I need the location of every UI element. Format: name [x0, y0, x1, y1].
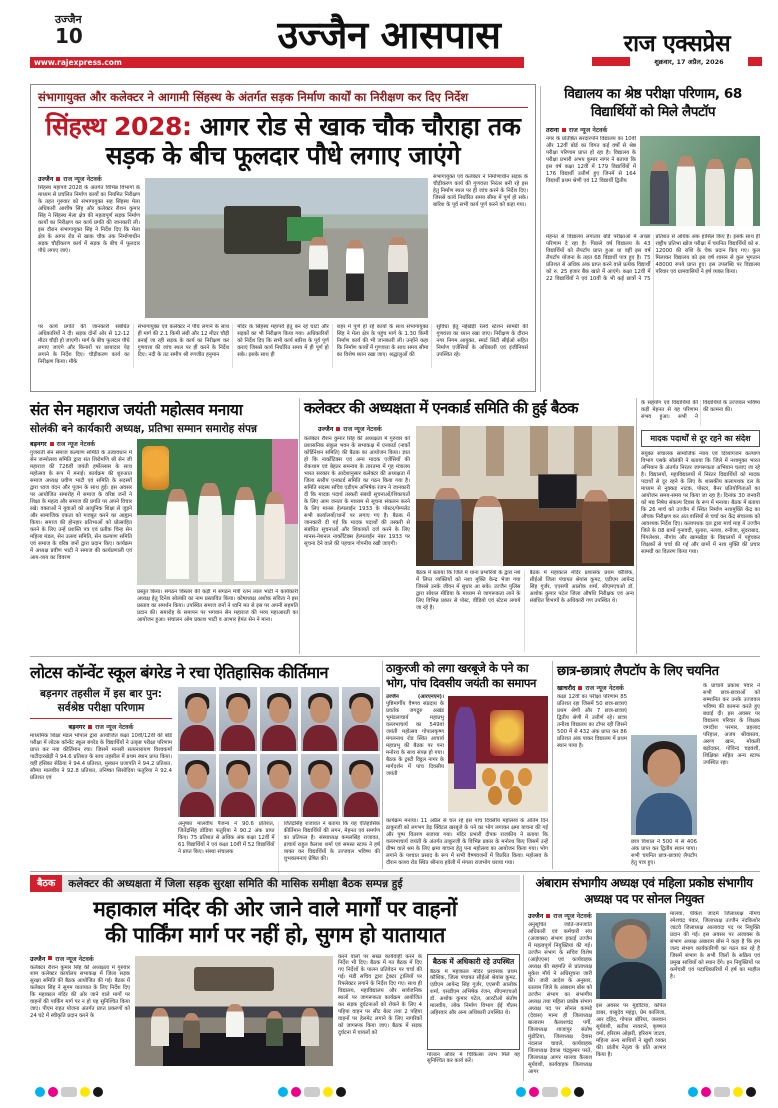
laptop-row [546, 136, 760, 230]
magenta-dot-icon [48, 1087, 58, 1097]
photo-shape [488, 786, 502, 805]
ambaram-col2-text: मालवा, पीकेश जादमे जिलाध्यक्ष नीमच रमेशचंद्र पंवार, जिलाध्यक्ष उज्जैन नंदकिशोर जाटवे जिलाध्यक्ष आलावदा पद पर नियुक्ति प्रदान की गई। इस अवसर पर अजाक्स के संभाग अध्यक्ष अंबाराम बोस ने कहा है कि हम जल्द संभाग कार्यकारिणी का गठन कर रहे है जिसमें संभाग के सभी जिलों के सक्रिय एवं प्रमुख साथियों को स्थान देंगे। इन नियुक्तियों पर कर्मचारी एवं पदाधिकारियों में हर्ष का माहौल है। [670, 911, 760, 981]
photo-shape [600, 962, 662, 1000]
madak-box-body: संयुक्त संचालक सामाजिक न्याय एवं दिव्यांगजन कल्याण विभाग एसके सोलंकी ने बताया कि जिले में नशामुक्त भारत अभियान के अंतर्गत निरंतर जागरूकता अभियान चलाए जा रहे है। विद्यालयों, महाविद्यालयों में निरंतर विद्यार्थियों को मादक पदार्थों से दूर रहने के लिए के शासकीय कलापथक दल के माध्यम से नुक्कड़ नाटक, पोस्टर, बैनर प्रतियोगिताओं का आयोजन समय-समय पर किया जा रहा है। दिनांक 30 जनवरी को मद्य निषेध संकल्प दिवस के रूप में मनाया। बैठक में बताया कि 26 मार्च को उज्जैन में स्थित निर्माण नशामुक्ति केंद्र का औचक निरीक्षण कर अंत:वासियों से चर्चा कर केंद्र संचालक को आवश्यक निर्देश दिए। कलापथक दल द्वारा मार्च माह में उज्जैन जिले के 08 ग्रामों गुनावदी, सुतारा, नलवा, रुनीजा, सुंदराबाद, पिंगलेश्वर, नौगांव और खामखेड़ा के विद्यालयों में पहुंचकर शिक्षकों से चर्चा की गई और ग्रामों में नशा मुक्ति की प्रचार सामग्री का वितरण किया गया। [641, 451, 760, 555]
photo-shape [538, 474, 577, 510]
lead-col1-text: सिंहस्थ महापर्व 2028 के अंतर्गत विभिन्न विभागों के माध्यम से प्रचलित निर्माण कार्यों का नियमित निरीक्षण के तहत गुरुवार को संभागायुक्त सह सिंहस्थ मेला अधिकारी आशीष सिंह और कलेक्टर रौशन कुमार सिंह ने सिंहस्थ मेला क्षेत्र की महत्वपूर्ण सड़क निर्माण कार्यों का निरीक्षण कर कार्य प्रगति की जानकारी ली। इस दौरान संभागायुक्त सिंह ने निर्देश दिए कि मेला क्षेत्र के आगर रोड से खाक चौक तक निर्माणाधीन सड़क चौड़ीकरण कार्य में सड़क के बीच में फूलदार पौधे लगाए जाएं। [38, 185, 140, 254]
website-url[interactable]: www.rajexpress.com [34, 58, 122, 67]
registration-marks [688, 1087, 756, 1097]
santsen-subhead: सोलंकी बने कार्यकारी अध्यक्ष, प्रतिभा सम्मान समारोह संपन्न [30, 423, 257, 435]
encord-col1-text: कलेक्टर रौशन कुमार सिंह की अध्यक्षता में गुरुवार को प्रशासनिक संकुल भवन के सभाकक्ष में एनकार्ड (नार्को कोर्डिनेशन समिति) की बैठक का आयोजन किया। ज्ञात हो कि नार्कोटिक्स एवं अन्य मादक एजेंसियों की रोकथाम एवं बेहतर समन्वय के तारतम्य में गृह मंत्रालय भारत सरकार के आदेशानुसार कलेक्टर की अध्यक्षता में जिला स्तरीय एनकार्ड समिति का गठन किया गया है। समिति सदस्य सचिव एडीएम अभिषेक रंजन ने जानकारी दी कि मादक पदार्थ तस्करी संबंधी सूचनाओं/शिकायतों के लिए आम जनता के माध्यम से सूचना संकलन करने के लिए मानस हेल्पलाईन 1933 के पोस्टर/पेम्पलेट सभी कार्यालयों/थानों पर लगाए गए है। बैठक में जानकारी दी गई कि मादक पदार्थों की तस्करी से संबंधित सूचनाओं और शिकायतें दर्ज करने के लिए मानस-नेशनल नार्कोटिक्स हेल्पलाईन नंबर 1933 पर सूचना देने वाले की पहचान गोपनीय रखी जाएगी। [304, 436, 410, 547]
photo-shape [508, 786, 522, 805]
ambaram-col1-text: अनुसूचित जाति-जनजाति अधिकारी एवं कर्मचारी संघ (अजाक्स) संभाग इकाई उज्जैन में महत्वपूर्ण नियुक्तियां की गई। उज्जैन संभाग के सचिव विशेष (आईएएस) एवं कार्यवाहक अध्यक्ष की सहमति से प्रांताध्यक्ष मुकेश मौर्य ने अधिसूचना जारी की। जारी आदेश के अनुसार, रतलाम जिले के अंबाराम बोस को उज्जैन संभाग का संभागीय अध्यक्ष तथा महिला प्रकोष्ठ संभाग अध्यक्ष पद पर सोनल कामडे (देवास) मान्य ही जिलाध्यक्ष बालाराम कैलाशचंद्र पर्गी, जिलाध्यक्ष शाजापुर संतोष मुंडोटिया, जिलाध्यक्ष देवास नंदलाल चावले, कार्यवाहक जिलाध्यक्ष देवास चंद्रकुमार परते, जिलाध्यक्ष आगर मालवा कैलाश सूर्यवंशी, कार्यवाहक जिलाध्यक्ष आगर [528, 922, 592, 1076]
byline-agency: राज न्यूज नेटवर्क [343, 426, 382, 433]
chhatra-col3-text: छात्र विशाल ने 500 में से 406 अंक प्राप्त कर द्वितीय स्थान पाया। सभी चयनित छात्र-छात्राएं लैपटॉप हेतु पात्र हुए। [631, 839, 697, 866]
chhatra-col1-text: कक्षा 12वीं का परीक्षा परिणाम 85 प्रतिशत रहा जिसमें 50 छात्र-छात्राएं प्रथम श्रेणी और 7 छात्र-छात्राएं द्वितीय श्रेणी में उत्तीर्ण रहे। छात्रा तनीशा विद्यालय का टॉपर रही जिसने 500 में से 432 अंक प्राप्त कर 86 प्रतिशत अंक पाकर विद्यालय में प्रथम स्थान पाया है। [557, 694, 627, 749]
lotus-photo-grid [178, 687, 380, 817]
madak-box-title: मादक पदार्थों से दूर रहने का संदेश [641, 430, 760, 447]
photo-shape [351, 697, 371, 722]
encord-col2-text: बैठक में बताया कि जिले में थाना प्रभारियों के द्वारा नशे में लिप्त व्यक्तियों को नशा मुक्ति केन्द्र भेजा गया जिससे उनके जीवन में सुधार आ सके। उज्जैन पुलिस द्वारा सोशल मीडिया के माध्यम से जागरूकता लाने के लिए विभिन्न प्रकार से पोस्ट, वीडियो एवं स्टेटस लगाये जा रहे है। [416, 570, 525, 652]
registration-marks [516, 1087, 584, 1097]
mahakal-content [30, 954, 520, 1082]
photo-shape [615, 925, 647, 959]
laptop-tail-text: के सहयोग एवं विद्यार्थियों की कड़ी मेहनत से यह परिणाम संभव हुआ। सभी ने विद्यार्थियों के उज्जवल भविष्य की कामना की। [641, 400, 760, 420]
gray-dot-icon [714, 1087, 730, 1097]
road-safety-meeting-photo [135, 956, 333, 1066]
mahakal-badge: बैठक [30, 875, 62, 892]
santsen-article [30, 398, 298, 645]
photo-shape [228, 764, 248, 789]
photo-shape [454, 707, 476, 788]
photo-shape [269, 764, 289, 789]
photo-shape [309, 237, 327, 296]
photo-shape [676, 156, 696, 226]
photo-shape [346, 240, 364, 302]
ambaram-content [528, 911, 760, 1079]
encord-col3-text: बैठक में महाकाल मंदिर प्रशासक प्रथम कौशिक, सीईओ जिला पंचायत श्रेयांस कूमट, एडीएम आयेन्द्र सिंह गुर्जर, एएसपी आलोक शर्मा, सीएमएचओ डॉ. अशोक कुमार पटेल जिला औषधि निरीक्षक एवं अन्य संबंधित विभागों के अधिकारी गण उपस्थित थे। [529, 570, 634, 604]
lotus-left-col [30, 687, 172, 871]
photo-shape [433, 488, 461, 561]
mahakal-byline [30, 954, 130, 963]
byline-place: बड़नगर [30, 441, 47, 448]
photo-shape [303, 792, 336, 817]
divider [523, 875, 524, 1081]
thakurji-article [386, 661, 548, 868]
yellow-dot-icon [80, 1087, 90, 1097]
byline-agency: राज न्यूज नेटवर्क [568, 127, 608, 135]
encord-article [304, 398, 634, 654]
photo-shape [310, 764, 330, 789]
student-portrait [178, 687, 216, 751]
lead-bottom-col: संभागायुक्त एवं कलेक्टर ने पौधे लगाने के साथ ही मार्ग की 2.1 किमी लंबी और 12 मीटर चौड़ी बनाई जा रही सड़क के कार्य का निरीक्षण कर गुणवत्ता की जांच स्थल पर ही करने के निर्देश दिए। नदी के तट समीप श्री रणजीत हनुमान [138, 324, 234, 368]
mahakal-box-body: बैठक में महाकाल मंदिर प्रशासक प्रथम कौशिक, जिला पंचायत सीईओ श्रेयांस कूमट, एडीएम आयेन्द्र सिंह गुर्जर, एएसपी आलोक शर्मा, एसडीएम अभिषेक रंजन, सीएमएचओ डॉ. अशोक कुमार पटेल, आरटीओ संतोष मालवीय, लोक निर्माण विभाग ईई गौतम अहिरवार और अन्य अधिकारी उपस्थित थे। [430, 968, 517, 1017]
date-rule-left [592, 57, 630, 66]
encord-byline [318, 424, 382, 433]
lead-bottom-columns [38, 324, 528, 368]
photo-shape [262, 725, 295, 750]
byline-agency: राज न्यूज नेटवर्क [56, 441, 96, 448]
byline-square-icon [562, 128, 566, 132]
photo-shape [636, 793, 691, 835]
byline-agency: राज न्यूज नेटवर्क [585, 685, 624, 692]
ambaram-col1 [528, 911, 592, 1076]
photo-shape [228, 697, 248, 722]
laptop-headline: विद्यालय का श्रेष्ठ परीक्षा परिणाम, 68 विद्यार्थियों को मिले लैपटॉप [564, 86, 742, 120]
lotus-byline [30, 722, 172, 731]
lotus-col3-text: जितेंद्रसिंह राजावत ने बताया कि यह ऐतिहासिक कीर्तिमान विद्यार्थियों की लगन, मेहनत एवं समर्पण का प्रतिफल है। संस्थाध्यक्ष कमलसिंह राजावत, प्राचार्य राहुल कैलाश शर्मा एवं समस्त स्टाफ ने हर्ष व्यक्त कर विद्यार्थियों के उज्जवल भविष्य की शुभकामनाएं प्रेषित की। [283, 821, 380, 862]
lead-headline [38, 112, 528, 170]
photo-shape [166, 489, 189, 580]
photo-shape [582, 490, 610, 563]
lead-byline [38, 174, 140, 183]
lead-bottom-col: पर कार्य प्रगति की जानकारी संबंधित अधिकारियों ने दी। सड़क दोनों ओर से 12-12 मीटर चौड़ी हो जाएगी। मार्ग के बीच फूलदार पौधे लगाए जाएंगे और किनारों पर छायादार पेड़ लगाने के निर्देश दिए। चौड़ीकरण कार्य का निरीक्षण किया। मौके [38, 324, 134, 368]
byline-square-icon [88, 725, 92, 729]
photo-shape [221, 792, 254, 817]
chhatra-col1 [557, 683, 627, 894]
photo-shape [650, 161, 669, 224]
mahakal-headline-line2: की पार्किंग मार्ग पर नहीं हो, सुगम हो यातायात [105, 923, 445, 948]
lead-bottom-col: शहर में पूर्ण हो रहे कार्यों के साथ संभागायुक्त सिंह ने मेला क्षेत्र के पहुंच मार्ग के 1.30 किमी निर्माण कार्य की भी जानकारी ली। उन्होंने कहा कि निर्माण कार्यों में गुणवत्ता के साथ समय सीमा का विशेष ध्यान रखा जाए। श्रद्धालुओं की [337, 324, 433, 368]
photo-shape [303, 725, 336, 750]
student-portrait [301, 687, 339, 751]
byline-agency: राज न्यूज नेटवर्क [95, 724, 134, 731]
thakurji-body1: पुष्टिमार्गीय वैष्णव संप्रदाय के प्रवर्तक जगद्गुरु अखंड भूमंडलाचार्य महाप्रभु वल्लभाचार्य का 549वां जयंती महोत्सव गोपालकृष्ण मंगलनाथ रोड स्थित आचार्य महाप्रभु की बैठक पर पना मनोरथ के साथ संपन्न हो गया। बैठक के ट्रस्टी विट्ठल नागर के मार्गदर्शन में पांच दिवसीय जयंती [386, 700, 444, 777]
photo-shape [194, 967, 273, 991]
thakurji-dateline: उज्जैन (आरएनएन)। [386, 693, 444, 700]
black-dot-icon [93, 1087, 103, 1097]
cyan-dot-icon [278, 1087, 288, 1097]
mahakal-col2-text: करने वालों पर सख्त कार्यवाही करने के निर्देश भी दिए। बैठक में गत बैठक में दिए गए निर्देशों के पालन प्रतिवेदन पर चर्चा की गई। मंडी सचिव द्वारा ट्रेक्टर ट्रालियों पर रिफ्लेक्टर लगाने के निर्देश दिए गए। साथ ही विद्यालय, महाविद्यालय और सार्वजनिक स्थलों पर जागरूकता कार्यक्रम आयोजित कर सड़क दुर्घटनाओं को रोकने के लिए 4 पहिया वाहन पर सीट बेल्ट तथा 2 पहिया वाहनों पर हेलमेट लगाने के लिए नागरिकों को जागरूक किया जाए। बैठक में सड़क दुर्घटना में घायलों को [338, 953, 422, 1037]
gray-dot-icon [61, 1087, 77, 1097]
thakurji-bhog-photo [448, 696, 548, 812]
lotus-content [30, 687, 380, 873]
date-row [592, 56, 762, 66]
student-portrait [219, 687, 257, 751]
byline-square-icon [336, 427, 340, 431]
ambaram-byline [528, 911, 592, 920]
cyan-dot-icon [688, 1087, 698, 1097]
photo-shape [187, 697, 207, 722]
mahakal-tail-text: गोल्डन ऑवर में चिकित्सा लाभ मिले यह सुनिश्चित कर कार्य करें। [427, 1051, 520, 1065]
mahakal-col1-text: कलेक्टर रौशन कुमार सिंह की अध्यक्षता में गुरुवार शाम कलेक्टर कार्यालय सभाकक्ष में जिला सड़क सुरक्षा समिति की बैठक आयोजित की गई। बैठक में कलेक्टर सिंह ने सुगम यातायात के लिए निर्देश दिए कि महाकाल मंदिर की ओर जाने वाले मार्गों पर वाहनों की पार्किंग मार्ग पर न हो यह सुनिश्चित किया जाए। पीएम राहत योजना अंतर्गत प्राप्त प्रकरणों को 24 घंटे में स्वीकृति प्रदान करने के [30, 964, 130, 1020]
magenta-dot-icon [291, 1087, 301, 1097]
lead-bottom-col: सुविधा हेतु नईखेड़ी रेलवे स्टेशन सामग्री की गुणवत्ता का ध्यान रखा जाए। निरीक्षण के दौरान नगर निगम आयुक्त, स्मार्ट सिटी सीईओ सहित निर्माण एजेंसियों के अधिकारी एवं इंजीनियर्स उपस्थित रहे। [436, 324, 528, 358]
byline-square-icon [546, 914, 550, 918]
lead-content [38, 172, 528, 370]
masthead: उज्जैन आसपास [277, 13, 501, 57]
mahakal-headline-line1: महाकाल मंदिर की ओर जाने वाले मार्गों पर वाहनों [93, 897, 457, 921]
photo-shape [518, 768, 532, 787]
divider [382, 661, 383, 869]
chhatra-article [557, 661, 760, 905]
laptop-col2-text: मेहनत से विद्यालय लगातार बोर्ड परीक्षाओं में अच्छा परिणाम दे रहा है। पिछले वर्ष विद्यालय के 43 विद्यार्थियों को लैपटॉप प्राप्त हुआ था वहीं इस वर्ष लैपटॉप योजना के तहत 68 विद्यार्थी पात्र हुए है। 75 प्रतिशत से अधिक अंक प्राप्त करने वाले प्रत्येक विद्यार्थी को रु. 25 हजार बैंक खाते में आएंगे। कक्षा 12वीं में 22 विद्यार्थियों ने एवं 10वीं के भी कई छात्रों ने 75 प्रतिशत से अधिक अंक हासिल किए है। इसके साथ ही राष्ट्रीय प्रतिभा खोज परीक्षा में चयनित विद्यार्थियों को रु. 12000 की राशि के चेक प्रदान किए गए। कुल मिलाकर विद्यालय को इस वर्ष शासन से कुल भुगतान 48000 रुपये प्राप्त हुए। इस उपलब्धि पर विद्यालय परिवार एवं ग्रामवासियों ने हर्ष व्यक्त किया। [546, 234, 760, 282]
student-portrait [301, 754, 339, 818]
chhatra-col2-text: के प्राचार्य प्रकाश पंवार ने सभी छात्र-छात्राओं को सम्मानित कर उनके उज्जवल भविष्य की कामना करते हुए बधाई दी। इस अवसर पर विद्यालय परिवार के शिक्षक जगदीश परमार, प्रहलाद परिहाल, अजय श्रीवास्तव, अरुण खान, मोकली बड़ोदकर, गोविन्द चड़वंशी, शिक्षिका सहित अन्य स्टाफ उपस्थित रहा। [703, 683, 760, 766]
photo-shape [187, 764, 207, 789]
photo-shape [734, 158, 753, 226]
divider [552, 661, 553, 869]
student-portrait [178, 754, 216, 818]
divider [30, 656, 760, 657]
byline-square-icon [56, 177, 60, 181]
yellow-dot-icon [733, 1087, 743, 1097]
photo-shape [388, 237, 408, 304]
byline-square-icon [48, 956, 52, 960]
mahakal-article [30, 875, 520, 1082]
lead-bottom-col: मंदिर के सिंहस्थ महापर्व हेतु बन रहे घाटों और सड़कों का भी निरीक्षण किया गया। अधिकारियों को निर्देश दिए कि सभी कार्य बारिश के पूर्व पूर्ण कराएं जिससे कार्य निर्धारित समय में ही पूर्ण हो सके। इसके साथ ही [237, 324, 333, 368]
mahakal-box-inner [427, 954, 520, 1050]
lead-headline-red: सिंहस्थ 2028: [45, 112, 192, 141]
laptop-col1-text: नगर के प्रतिष्ठित सरदारपनि विद्यालय का 10वीं और 12वीं बोर्ड का विगत कई वर्षों से श्रेष्ठ परीक्षा परिणाम प्राप्त हो रहा है। विद्यालय के परीक्षा प्रभारी अभय कुमार नागर ने बताया कि इस वर्ष कक्षा 12वीं में 179 विद्यार्थियों में 176 विद्यार्थी उत्तीर्ण हुए जिनमें से 164 विद्यार्थी प्रथम श्रेणी एवं 12 विद्यार्थी द्वितीय [546, 136, 636, 184]
photo-shape [226, 1004, 244, 1037]
chhatra-byline [557, 683, 627, 692]
santsen-col2-text: प्रस्तुत किया। संगठन विस्तार की कड़ी में संगठन मंत्री रतन लाल भाटी ने कार्यकारी अध्यक्ष हेतु दिनेश सोलंकी का नाम प्रस्तावित किया। कोषाध्यक्ष अशोक सविता ने इस प्रस्ताव का समर्थन किया। उपस्थित समाज जनों ने ध्वनि मत से इस पर अपनी सहमति प्रदान की। समारोह के समापन पर भगवान सेन महाराज की भव्य महाआरती का आयोजन हुआ। संचालन ओम प्रकाश भाटी व आभार हेमंत सेन ने माना। [137, 589, 298, 623]
mahakal-headline [30, 896, 520, 949]
lead-col-right-text: संभागायुक्त एवं कलेक्टर ने निर्माणाधीन सड़क के चौड़ीकरण कार्य की गुणवत्ता निरंतर बनी रहे इस हेतु निर्माण स्थल पर ही जांच करने के निर्देश दिए। जिससे कार्य निर्धारित समय सीमा में पूर्ण हो सके। बारिश के पूर्व सभी कार्य पूर्ण करने को कहा गया। [433, 174, 528, 208]
student-portrait [260, 687, 298, 751]
mahakal-box-title: बैठक में अधिकारी रहे उपस्थित [432, 956, 515, 966]
byline-agency: राज न्यूज नेटवर्क [553, 913, 592, 921]
thakurji-body2-text: कार्यक्रम मनाया। 11 अप्रैल से चल रहे इस पांच दिवसीय महोत्सव के अंतिम दिन ठाकुरजी को लगभग डेढ़ क्विंटल खरबूजे के पने का भोग लगाकर क्षमा याचना की गई और पुष्प वितरण सजाया गया। मंदिर प्रभारी दीपक राजकीय ने बताया कि वल्लभाचार्य जयंती के अंतर्गत ठाकुरजी के विभिन्न प्रकार के मनोरथ किए जिसमें उन्हें ग्रीष्म वाले श्रम के लिए क्षमा याचना हेतु पना महोत्सव का आयोजन किया गया। भोग लगाने के पश्चात प्रसाद के रूप में सभी वैष्णवजनों में वितरित किया। महोत्सव के दौरान काश्व रोड स्थित श्रीनाथ हवेली में मंगला राजभोग धराया गया। [386, 817, 548, 866]
byline-agency: राज न्यूज नेटवर्क [55, 955, 94, 963]
registration-marks [278, 1087, 346, 1097]
laptop-article [546, 86, 760, 406]
thakurji-content [386, 694, 548, 868]
page-number: 10 [55, 24, 83, 48]
black-dot-icon [336, 1087, 346, 1097]
lead-col1 [38, 174, 140, 320]
yellow-dot-icon [561, 1087, 571, 1097]
ambaram-tail-text: इस अवसर पर मुंडोटिया, कपिल डाबर, वासुदेव महंड्रा, प्रेम कालिजा, आर दहिद, गोपाल बोरिया, जलवान सूर्यवंशी, सतीश नायराने, कृष्णल वर्मा, हरिराम ओझरी, हरिराम जाटव, महिला अन्य साथियों ने खुशी व्यक्त की। प्रांतीय नेतृत्व के प्रति आभार किया है। [596, 1003, 666, 1059]
road-inspection-photo [145, 178, 428, 318]
santsen-col1-text: गुजराती सेन समाज कल्याण समिति के तत्वावधान में सेन जन्मोत्सव समिति द्वारा संत शिरोमणि श्री सेन जी महाराज की 726वीं जयंती हर्षोल्लास के साथ महोत्सव के रूप में मनाई। कार्यक्रम की शुरुआत समाज अध्यक्ष प्रवीण भाटी एवं समिति के सदस्यों द्वारा ध्वज वंदन और पूजन के साथ हुई। इस अवसर पर आयोजित समारोह में समाज के वरिष्ठ जनों ने शिक्षा के महत्व और समाज की प्रगति पर अपने विचार रखे। वक्ताओं ने युवाओं को आधुनिक शिक्षा से जुड़ने और सामाजिक एकता को मजबूत करने का आह्वान किया। समाज की होनहार प्रतिभाओं को प्रोत्साहित करने के लिए उन्हें प्रशस्ति पत्र एवं प्रतीक चिन्ह सेन महिला मंडल, सेन उत्सव समिति, सेन कल्याण समिति एवं समाज के वरिष्ठ जनों द्वारा प्रदान किए। कार्यक्रम में अध्यक्ष प्रवीण भाटी ने समाज की कार्यप्रणाली एवं आय-व्यय का विवरण [30, 450, 132, 561]
yellow-dot-icon [323, 1087, 333, 1097]
mahakal-strip-text: कलेक्टर की अध्यक्षता में जिला सड़क सुरक्षा समिति की मासिक समीक्षा बैठक सम्पन्न हुई [68, 877, 403, 890]
lotus-subhead: बड़नगर तहसील में इस बार पुन: सर्वश्रेष्ठ परीक्षा परिणाम [30, 687, 172, 719]
registration-marks [35, 1087, 103, 1097]
photo-shape [151, 1008, 169, 1045]
photo-shape [262, 792, 295, 817]
student-portrait [219, 754, 257, 818]
photo-shape [648, 749, 681, 787]
magenta-dot-icon [529, 1087, 539, 1097]
photo-shape [269, 697, 289, 722]
photo-shape [183, 1013, 201, 1048]
photo-shape [416, 426, 634, 476]
encord-content [304, 422, 634, 654]
black-dot-icon [574, 1087, 584, 1097]
gray-dot-icon [542, 1087, 558, 1097]
thakurji-col1-text [386, 694, 444, 814]
photo-shape [180, 725, 213, 750]
photo-shape [221, 725, 254, 750]
lead-headline-rest: आगर रोड से खाक चौक चौराहा तक सड़क के बीच फूलदार पौधे लगाए जाएंगे [105, 112, 521, 170]
laptop-byline [546, 125, 760, 134]
ambaram-portrait-photo [596, 913, 666, 999]
mahakal-col1 [30, 954, 130, 1081]
black-dot-icon [746, 1087, 756, 1097]
issue-date: शुक्रवार, 17 अप्रैल, 2026 [654, 57, 724, 66]
byline-place: बड़नगर [68, 724, 86, 731]
encord-lower-cols [416, 570, 634, 652]
gray-dot-icon [304, 1087, 320, 1097]
website-bar [30, 57, 524, 68]
lotus-col2-text: अनुष्का मालवीय पैजन्य ने 90.6 प्रतिशत, जितेंद्रसिंह डोडिया फतुरिया ने 90.2 अंक प्राप्त किए। 75 प्रतिशत से अधिक अंक कक्षा 12वीं में 61 विद्यार्थियों ने एवं कक्षा 10वीं में 52 विद्यार्थियों ने प्राप्त किए। संस्था संचालक [178, 821, 279, 873]
byline-place: उज्जैन [30, 955, 46, 963]
byline-place: तराना [546, 127, 559, 135]
divider [299, 398, 300, 654]
santsen-content [30, 439, 298, 645]
lotus-headline: लोटस कॉन्वेंट स्कूल बंगरेड ने रचा ऐतिहासिक कीर्तिमान [30, 663, 328, 682]
lead-col-right [433, 174, 528, 320]
photo-shape [351, 764, 371, 789]
madak-column [641, 400, 760, 663]
byline-square-icon [50, 442, 54, 446]
mahakal-strip [30, 875, 520, 892]
santsen-headline: संत सेन महाराज जयंती महोत्सव मनाया [30, 401, 243, 419]
thakurji-headline: ठाकुरजी को लगा खरबूजे के पने का भोग, पांच दिवसीय जयंती का समापन [386, 661, 536, 690]
ambaram-article [528, 875, 760, 1079]
photo-shape [490, 710, 524, 756]
photo-shape [310, 697, 330, 722]
photo-shape [344, 792, 377, 817]
laptop-distribution-photo [640, 136, 760, 226]
photo-shape [234, 487, 257, 580]
byline-agency: राज न्यूज नेटवर्क [63, 176, 102, 183]
santsen-byline [30, 439, 132, 448]
lotus-article [30, 661, 380, 873]
photo-shape [266, 1011, 284, 1046]
photo-shape [301, 1008, 319, 1045]
lead-kicker: संभागायुक्त और कलेक्टर ने आगामी सिंहस्थ के अंतर्गत सड़क निर्माण कार्यों का निरीक्षण कर दिए निर्देश [38, 90, 528, 108]
encord-headline: कलेक्टर की अध्यक्षता में एनकार्ड समिति की हुई बैठक [304, 399, 578, 417]
mahakal-officials-box [427, 954, 520, 1074]
santsen-col1 [30, 439, 132, 645]
photo-shape [198, 483, 222, 582]
date-rule-right [748, 57, 762, 66]
student-portrait [342, 687, 380, 751]
byline-place: खाचरौद [557, 685, 576, 692]
lotus-lower-cols [178, 821, 380, 873]
lead-article [30, 84, 536, 392]
chhatra-headline: छात्र-छात्राएं लैपटॉप के लिए चयनित [557, 664, 719, 679]
magenta-dot-icon [701, 1087, 711, 1097]
narco-meeting-photo [416, 426, 634, 566]
byline-place: उज्जैन [38, 176, 54, 183]
brand-logo: राज एक्सप्रेस [623, 31, 731, 57]
lotus-col1-text: माध्यमिक शिक्षा मंडल भोपाल द्वारा आयोजित कक्षा 10वीं/12वीं की बोर्ड परीक्षा में लोटस कॉन्वेंट स्कूल बंगरेड के विद्यार्थियों ने उत्कृष्ट परीक्षा परिणाम प्राप्त कर नया कीर्तिमान रचा। जिसमें मानसी सत्यनारायण विश्वकर्मा पाटीदारखेड़ी ने 94.6 प्रतिशत के साथ तहसील में प्रथम स्थान प्राप्त किया। वहीं हंसिका सेठिया ने 94.4 प्रतिशत, मुस्कान प्रजापति ने 94.2 प्रतिशत, सौम्या मालवीय ने 92.8 प्रतिशत, तनिष्का सिसोदिया फतुरिया ने 92.4 प्रतिशत एवं [30, 733, 172, 781]
student-portrait [260, 754, 298, 818]
divider [636, 398, 637, 654]
byline-place: उज्जैन [318, 426, 334, 433]
student-portrait [342, 754, 380, 818]
cyan-dot-icon [516, 1087, 526, 1097]
photo-shape [344, 725, 377, 750]
edition-label: उज्जैन [55, 13, 82, 26]
byline-square-icon [578, 686, 582, 690]
photo-shape [705, 159, 725, 226]
jayanti-ceremony-photo [137, 439, 298, 585]
divider [30, 871, 760, 872]
photo-shape [264, 492, 285, 580]
photo-shape [142, 446, 169, 490]
student-topper-photo [631, 735, 697, 835]
cyan-dot-icon [35, 1087, 45, 1097]
photo-shape [180, 792, 213, 817]
ambaram-headline: अंबाराम संभागीय अध्यक्ष एवं महिला प्रकोष्ठ संभागीय अध्यक्ष पद पर सोनल नियुक्त [535, 876, 753, 907]
photo-shape [473, 496, 504, 566]
byline-place: उज्जैन [528, 913, 544, 921]
divider [540, 86, 541, 392]
photo-shape [482, 768, 496, 787]
